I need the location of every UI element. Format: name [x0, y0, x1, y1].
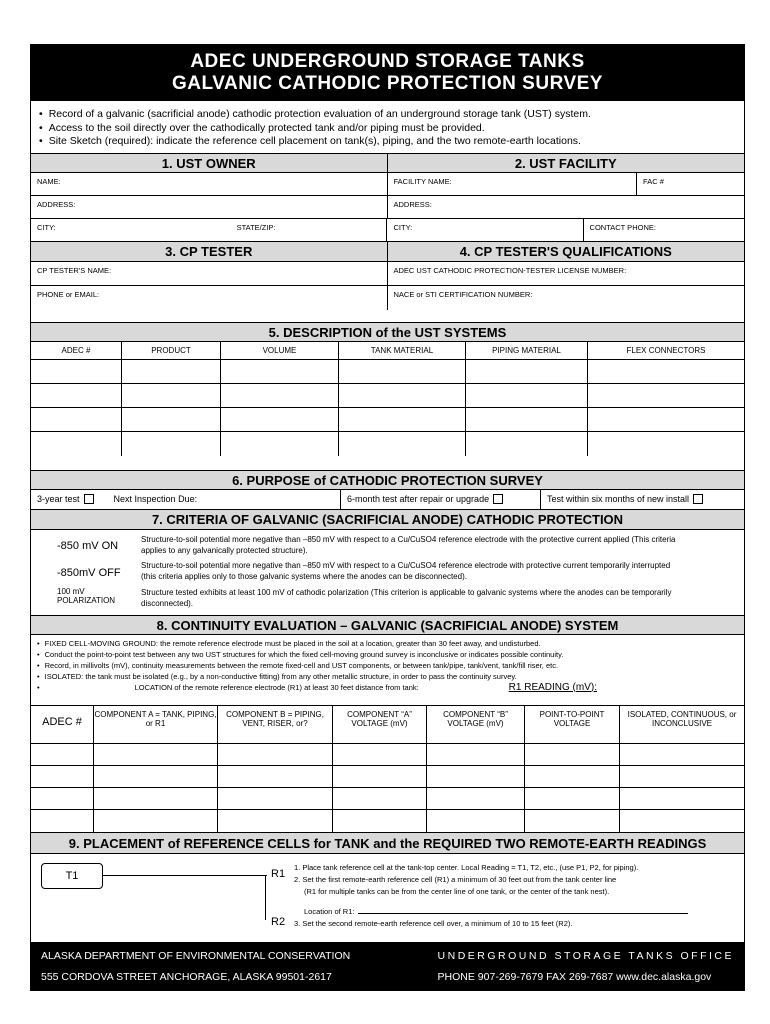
placement-area: [31, 854, 744, 942]
table-cell[interactable]: [221, 408, 339, 432]
col-header: COMPONENT A = TANK, PIPING, or R1: [94, 706, 218, 744]
six-month-checkbox[interactable]: [493, 494, 503, 504]
table-cell[interactable]: [218, 744, 333, 766]
table-cell[interactable]: [122, 360, 221, 384]
col-header: ADEC #: [31, 706, 94, 744]
table-cell[interactable]: [333, 766, 427, 788]
continuity-table: [31, 705, 744, 832]
placement-step: 3. Set the second remote-earth reference cell over, a minimum of 10 to 15 feet (R2).: [294, 918, 573, 928]
table-cell[interactable]: [221, 384, 339, 408]
table-cell[interactable]: [525, 810, 620, 832]
table-cell[interactable]: [94, 744, 218, 766]
table-cell[interactable]: [588, 408, 744, 432]
tester-phone-field[interactable]: PHONE or EMAIL:: [31, 286, 388, 310]
continuity-note: • FIXED CELL-MOVING GROUND: the remote reference electrode must be placed in the soil at a location, greater than 30 feet away, and undisturbed.: [37, 638, 738, 649]
table-cell[interactable]: [588, 384, 744, 408]
criterion-label: -850mV OFF: [57, 566, 121, 579]
facility-city-field[interactable]: CITY:: [387, 219, 583, 241]
continuity-notes: [31, 635, 744, 693]
r1-location-label: Location of R1:: [304, 906, 355, 916]
table-cell[interactable]: [31, 810, 94, 832]
table-cell[interactable]: [339, 408, 466, 432]
footer-department: ALASKA DEPARTMENT OF ENVIRONMENTAL CONSERVATION: [41, 949, 351, 962]
table-cell[interactable]: [588, 432, 744, 456]
continuity-note: • ISOLATED: the tank must be isolated (e.g., by a non-conductive fitting) from any other metallic structure, in order to pass the continuity survey.: [37, 671, 738, 682]
r1-label: R1: [271, 867, 286, 880]
r1-location-line[interactable]: [358, 913, 688, 914]
table-cell[interactable]: [466, 408, 588, 432]
section-7-title: 7. CRITERIA OF GALVANIC (SACRIFICIAL ANODE) CATHODIC PROTECTION: [31, 510, 744, 530]
col-header: VOLUME: [221, 342, 339, 360]
section-9-title: 9. PLACEMENT of REFERENCE CELLS for TANK and the REQUIRED TWO REMOTE-EARTH READINGS: [31, 832, 744, 854]
intro-list: [31, 101, 744, 153]
owner-name-field[interactable]: NAME:: [31, 173, 388, 195]
table-cell[interactable]: [218, 788, 333, 810]
table-cell[interactable]: [333, 744, 427, 766]
table-cell[interactable]: [525, 788, 620, 810]
section-6-title: 6. PURPOSE of CATHODIC PROTECTION SURVEY: [31, 470, 744, 490]
facility-address-field[interactable]: ADDRESS:: [393, 199, 432, 209]
sections-3-4-header: [31, 242, 744, 262]
placement-step: 1. Place tank reference cell at the tank-top center. Local Reading = T1, T2, etc., (use P1, P2, for piping).: [294, 862, 639, 872]
section-2-title: 2. UST FACILITY: [514, 155, 617, 171]
title-bar: [31, 45, 744, 101]
intro-item: • Record of a galvanic (sacrificial anode) cathodic protection evaluation of an underground storage tank (UST) system.: [39, 108, 736, 122]
nace-number-field[interactable]: NACE or STI CERTIFICATION NUMBER:: [393, 289, 533, 299]
criterion-label: -850 mV ON: [57, 539, 119, 552]
table-cell[interactable]: [525, 766, 620, 788]
table-cell[interactable]: [333, 788, 427, 810]
survey-form: [30, 44, 745, 991]
intro-item: • Access to the soil directly over the cathodically protected tank and/or piping must be provided.: [39, 122, 736, 136]
next-inspection-label: Next Inspection Due:: [113, 494, 198, 504]
section-1-title: 1. UST OWNER: [31, 154, 388, 172]
footer-office: UNDERGROUND STORAGE TANKS OFFICE: [437, 949, 734, 962]
table-cell[interactable]: [339, 384, 466, 408]
table-cell[interactable]: [94, 810, 218, 832]
table-cell[interactable]: [218, 766, 333, 788]
owner-city-field[interactable]: CITY:: [37, 222, 56, 232]
title-line1: ADEC UNDERGROUND STORAGE TANKS: [190, 51, 585, 72]
continuity-note: • Record, in millivolts (mV), continuity measurements between the remote fixed-cell and UST components, or between tank/pipe, tank/vent, tank/fill riser, etc.: [37, 660, 738, 671]
table-cell[interactable]: [122, 384, 221, 408]
table-cell[interactable]: [620, 744, 744, 766]
table-cell[interactable]: [31, 408, 122, 432]
license-number-field[interactable]: ADEC UST CATHODIC PROTECTION-TESTER LICENSE NUMBER:: [393, 265, 627, 275]
table-cell[interactable]: [620, 810, 744, 832]
continuity-note: • Conduct the point-to-point test between any two UST structures for which the fixed cell-moving ground survey is inconclusive or indicates possible continuity.: [37, 649, 738, 660]
contact-phone-field[interactable]: CONTACT PHONE:: [589, 222, 656, 232]
table-cell[interactable]: [466, 360, 588, 384]
table-cell[interactable]: [221, 360, 339, 384]
new-install-label: Test within six months of new install: [547, 494, 690, 504]
table-cell[interactable]: [31, 384, 122, 408]
placement-instructions: [294, 862, 688, 930]
placement-step: 2. Set the first remote-earth reference cell (R1) a minimum of 30 feet out from the tank center line: [294, 874, 617, 884]
three-year-checkbox[interactable]: [84, 494, 94, 504]
tester-name-field[interactable]: CP TESTER'S NAME:: [31, 262, 388, 285]
r1-reading-label: R1 READING (mV):: [508, 681, 597, 693]
criterion-text: Structure tested exhibits at least 100 mV of cathodic polarization (This criterion is applicable to galvanic systems where the anodes can be temporarily disconnected).: [141, 587, 672, 608]
col-header: COMPONENT B = PIPING, VENT, RISER, or?: [218, 706, 333, 744]
table-cell[interactable]: [31, 766, 94, 788]
section-5-title: 5. DESCRIPTION of the UST SYSTEMS: [31, 322, 744, 342]
section-3-title: 3. CP TESTER: [31, 242, 388, 261]
description-table: [31, 342, 744, 456]
owner-address-field[interactable]: ADDRESS:: [31, 196, 388, 218]
footer-address: 555 CORDOVA STREET ANCHORAGE, ALASKA 99501-2617: [41, 970, 332, 983]
section-8-title: 8. CONTINUITY EVALUATION – GALVANIC (SACRIFICIAL ANODE) SYSTEM: [31, 615, 744, 635]
table-cell[interactable]: [94, 788, 218, 810]
table-cell[interactable]: [31, 360, 122, 384]
placement-step: (R1 for multiple tanks can be from the center line of one tank, or the center of the tank nest).: [304, 886, 610, 896]
facility-name-field[interactable]: FACILITY NAME:: [388, 173, 638, 195]
table-cell[interactable]: [466, 432, 588, 456]
continuity-note: • LOCATION of the remote reference electrode (R1) at least 30 feet distance from tank:: [134, 682, 419, 692]
table-cell[interactable]: [427, 810, 525, 832]
table-cell[interactable]: [122, 432, 221, 456]
criterion-text: Structure-to-soil potential more negative than –850 mV with respect to a Cu/CuSO4 reference electrode with the protective current applied (This criteria applies to any galvanically protected structure).: [141, 534, 676, 555]
col-header: FLEX CONNECTORS: [588, 342, 744, 360]
table-cell[interactable]: [31, 432, 122, 456]
r2-label: R2: [271, 915, 286, 928]
table-cell[interactable]: [339, 360, 466, 384]
table-cell[interactable]: [339, 432, 466, 456]
r2-line: [265, 875, 266, 920]
table-cell[interactable]: [525, 744, 620, 766]
table-cell[interactable]: [427, 766, 525, 788]
criterion-text: Structure-to-soil potential more negative than –850 mV with respect to a Cu/CuSO4 reference electrode with protective current temporarily interrupted (this criteria applies only to those galvanic systems where the anodes can be disconnected).: [141, 560, 671, 581]
col-header: ADEC #: [31, 342, 122, 360]
tank-t1-box: T1: [41, 863, 103, 889]
table-cell[interactable]: [31, 744, 94, 766]
fac-number-field[interactable]: FAC #: [643, 176, 664, 186]
sections-1-2-header: [31, 153, 744, 173]
table-cell[interactable]: [588, 360, 744, 384]
table-cell[interactable]: [122, 408, 221, 432]
purpose-row: [31, 490, 744, 510]
footer-contact: PHONE 907-269-7679 FAX 269-7687 www.dec.alaska.gov: [437, 970, 712, 983]
title-line2: GALVANIC CATHODIC PROTECTION SURVEY: [172, 73, 603, 94]
col-header: TANK MATERIAL: [339, 342, 466, 360]
intro-item: • Site Sketch (required): indicate the reference cell placement on tank(s), piping, and the two remote-earth locations.: [39, 135, 736, 149]
table-cell[interactable]: [94, 766, 218, 788]
three-year-label: 3-year test: [37, 494, 80, 504]
table-cell[interactable]: [333, 810, 427, 832]
six-month-label: 6-month test after repair or upgrade: [347, 494, 490, 504]
table-cell[interactable]: [31, 788, 94, 810]
table-cell[interactable]: [620, 788, 744, 810]
table-cell[interactable]: [620, 766, 744, 788]
owner-statezip-field[interactable]: STATE/ZIP:: [231, 219, 388, 241]
table-cell[interactable]: [427, 788, 525, 810]
criterion-label: 100 mV POLARIZATION: [57, 586, 116, 605]
col-header: ISOLATED, CONTINUOUS, or INCONCLUSIVE: [620, 706, 744, 744]
col-header: COMPONENT “A” VOLTAGE (mV): [333, 706, 427, 744]
new-install-checkbox[interactable]: [693, 494, 703, 504]
table-cell[interactable]: [466, 384, 588, 408]
table-cell[interactable]: [221, 432, 339, 456]
footer: [31, 942, 744, 990]
table-cell[interactable]: [427, 744, 525, 766]
col-header: PIPING MATERIAL: [466, 342, 588, 360]
col-header: COMPONENT “B” VOLTAGE (mV): [427, 706, 525, 744]
r1-line: [103, 875, 267, 876]
section-4-title: 4. CP TESTER'S QUALIFICATIONS: [459, 243, 672, 259]
criteria-list: [31, 530, 744, 615]
col-header: POINT-TO-POINT VOLTAGE: [525, 706, 620, 744]
table-cell[interactable]: [218, 810, 333, 832]
col-header: PRODUCT: [122, 342, 221, 360]
